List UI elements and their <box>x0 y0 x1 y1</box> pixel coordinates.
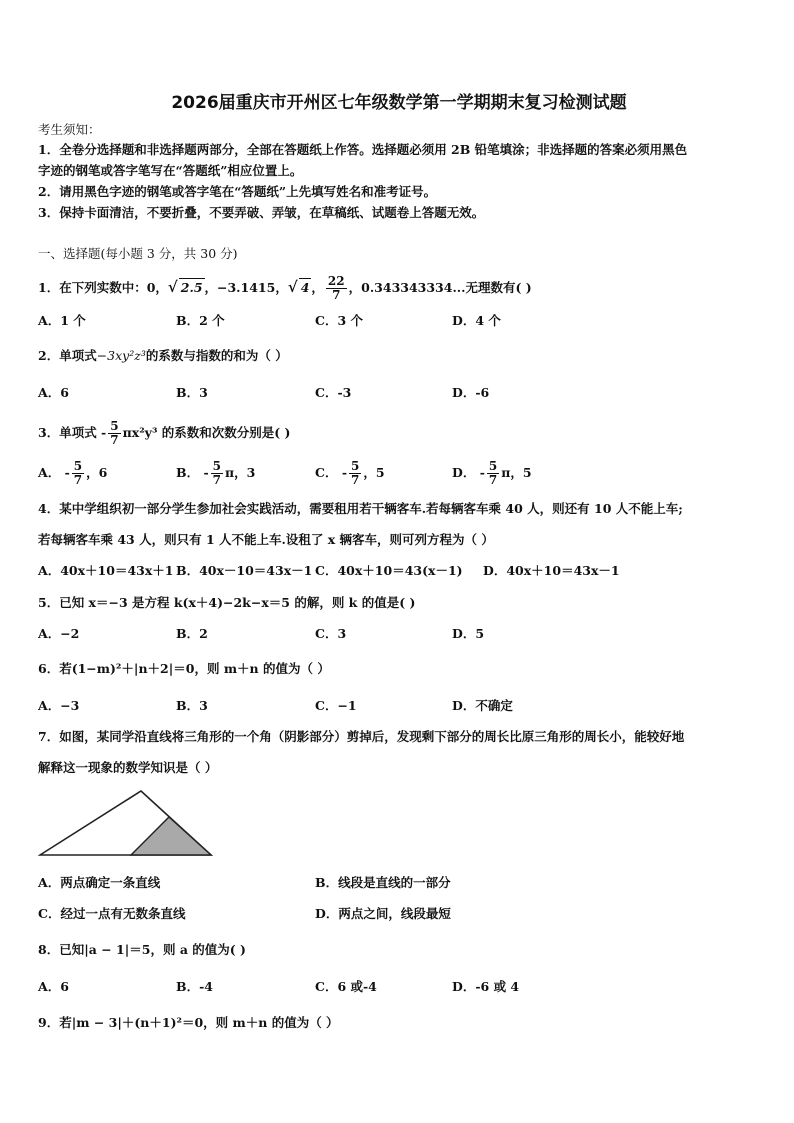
q1-option-c: C．3 个 <box>315 313 363 328</box>
question-8: 8．已知|a − 1|＝5，则 a 的值为( ) <box>38 942 246 957</box>
q5-option-c: C．3 <box>315 626 347 641</box>
q6-option-b: B．3 <box>176 698 208 713</box>
q7-option-c: C．经过一点有无数条直线 <box>38 906 186 921</box>
q8-option-b: B．-4 <box>176 979 213 994</box>
q4-option-d: D．40x＋10＝43x－1 <box>483 563 620 578</box>
question-4-line-1: 4．某中学组织初一部分学生参加社会实践活动，需要租用若干辆客车.若每辆客车乘 40 人，则还有 10 人不能上车; <box>38 501 683 516</box>
question-7-line-1: 7．如图，某同学沿直线将三角形的一个角（阴影部分）剪掉后，发现剩下部分的周长比原三角形的周长小，能较好地 <box>38 729 685 744</box>
notice-item-1-cont: 字迹的钢笔或答字笔写在“答题纸”相应位置上。 <box>38 163 303 178</box>
q4-option-a: A．40x＋10＝43x＋1 <box>38 563 174 578</box>
q6-option-a: A．−3 <box>38 698 80 713</box>
question-2: 2．单项式−3xy²z³的系数与指数的和为（ ） <box>38 348 288 363</box>
question-5: 5．已知 x＝−3 是方程 k(x＋4)−2k−x＝5 的解，则 k 的值是( ) <box>38 595 416 610</box>
q8-option-a: A．6 <box>38 979 69 994</box>
q4-option-c: C．40x＋10＝43(x－1) <box>315 563 463 578</box>
q2-option-b: B．3 <box>176 385 208 400</box>
notice-item-2: 2．请用黑色字迹的钢笔或答字笔在“答题纸”上先填写姓名和准考证号。 <box>38 184 437 199</box>
q3-option-d: D． - $\frac{5}{7}$ π，5 <box>452 459 532 487</box>
question-3: 3．单项式 - $\frac{5}{7}$ πx²y³ 的系数和次数分别是( ) <box>38 419 291 447</box>
q3-option-c: C． - $\frac{5}{7}$ ，5 <box>315 459 385 487</box>
q1-option-a: A．1 个 <box>38 313 86 328</box>
notice-heading: 考生须知： <box>38 122 101 137</box>
q8-option-d: D．-6 或 4 <box>452 979 520 994</box>
q5-option-d: D．5 <box>452 626 485 641</box>
q3-option-b: B． - $\frac{5}{7}$ π，3 <box>176 459 256 487</box>
page-title: 2026届重庆市开州区七年级数学第一学期期末复习检测试题 <box>171 93 627 113</box>
section-heading: 一、选择题(每小题 3 分，共 30 分) <box>38 246 238 261</box>
question-7-line-2: 解释这一现象的数学知识是（ ） <box>38 760 218 775</box>
q2-option-c: C．-3 <box>315 385 352 400</box>
shaded-corner <box>131 817 211 855</box>
notice-item-1: 1．全卷分选择题和非选择题两部分，全部在答题纸上作答。选择题必须用 2B 铅笔填涂；非选择题的答案必须用黑色 <box>38 142 688 157</box>
q1-option-b: B．2 个 <box>176 313 225 328</box>
q3-option-a: A． - $\frac{5}{7}$ ，6 <box>38 459 108 487</box>
question-9: 9．若|m − 3|＋(n＋1)²＝0，则 m＋n 的值为（ ） <box>38 1015 339 1030</box>
q2-option-a: A．6 <box>38 385 69 400</box>
q6-option-c: C．−1 <box>315 698 357 713</box>
notice-item-3: 3．保持卡面清洁，不要折叠，不要弄破、弄皱，在草稿纸、试题卷上答题无效。 <box>38 205 485 220</box>
q4-option-b: B．40x－10＝43x－1 <box>176 563 313 578</box>
q8-option-c: C．6 或-4 <box>315 979 377 994</box>
q1-option-d: D．4 个 <box>452 313 501 328</box>
triangle-figure <box>38 788 214 860</box>
q5-option-b: B．2 <box>176 626 208 641</box>
question-6: 6．若(1−m)²＋|n＋2|＝0，则 m＋n 的值为（ ） <box>38 661 330 676</box>
q6-option-d: D．不确定 <box>452 698 513 713</box>
q7-option-b: B．线段是直线的一部分 <box>315 875 451 890</box>
q7-option-a: A．两点确定一条直线 <box>38 875 161 890</box>
q7-option-d: D．两点之间，线段最短 <box>315 906 451 921</box>
question-4-line-2: 若每辆客车乘 43 人，则只有 1 人不能上车.设租了 x 辆客车，则可列方程为（ ） <box>38 532 494 547</box>
q5-option-a: A．−2 <box>38 626 80 641</box>
question-1: 1．在下列实数中：0，√ 2.5 ，−3.1415，√ 4 ， $\frac{22}{7}$ ，0.343343334...无理数有( ) <box>38 274 532 302</box>
q2-option-d: D．-6 <box>452 385 490 400</box>
